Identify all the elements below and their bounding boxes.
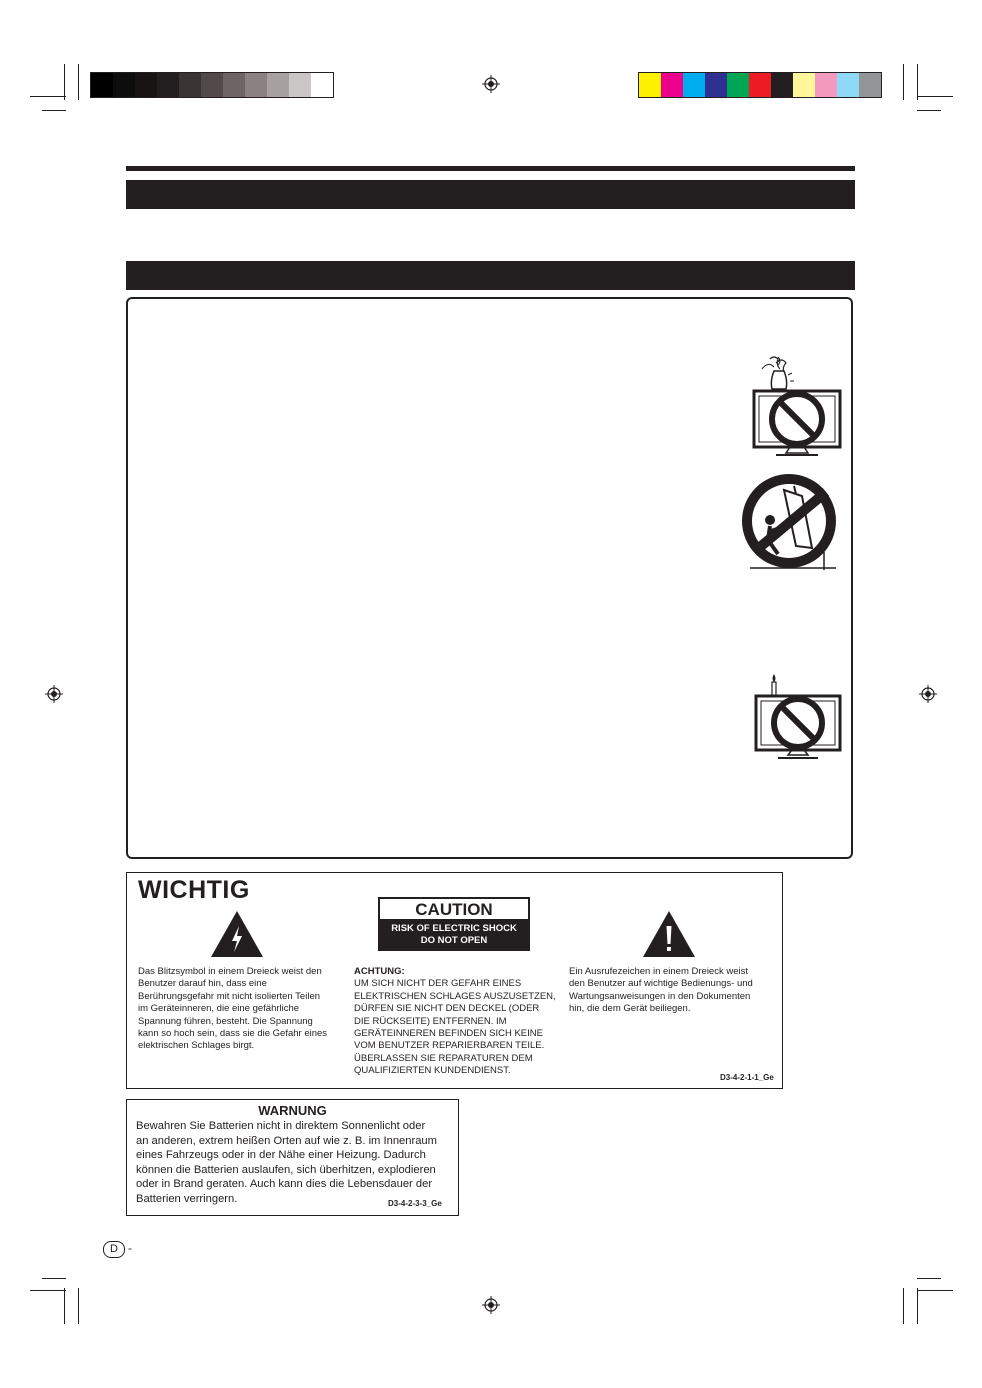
text-line: können die Batterien auslaufen, sich überhitzen, explodieren [136,1163,436,1176]
color-swatch [157,73,179,97]
color-swatch [705,73,727,97]
crop-mark [917,96,953,97]
text-line: elektrischen Schlages birgt. [138,1040,255,1052]
color-swatch [289,73,311,97]
section-title-bar [126,180,855,209]
lightning-explanation [138,966,343,1053]
grayscale-color-bar [90,72,334,98]
text-line: ELEKTRISCHEN SCHLAGES AUSZUSETZEN, [354,990,556,1002]
text-line: eines Fahrzeugs oder in der Nähe einer Heizung. Dadurch [136,1149,426,1162]
text-line: oder in Brand geraten. Auch kann dies die Lebensdauer der [136,1178,433,1191]
text-line: Wartungsanweisungen in den Dokumenten [569,990,751,1002]
crop-mark [78,64,79,100]
crop-mark [903,1288,904,1324]
text-line: hin, die dem Gerät beiliegen. [569,1003,691,1015]
crop-mark [903,64,904,100]
text-line: Berührungsgefahr mit nicht isolierten Teilen [138,990,321,1002]
text-line: QUALIFIZIERTEN KUNDENDIENST. [354,1065,511,1077]
page-language-badge: D [103,1241,125,1258]
text-line: DÜRFEN SIE NICHT DEN DECKEL (ODER [354,1003,540,1015]
exclamation-warning-icon [642,910,696,958]
crop-mark [42,1278,66,1279]
color-swatch [113,73,135,97]
color-swatch [91,73,113,97]
text-line: den Benutzer auf wichtige Bedienungs- und [569,978,753,990]
crop-mark [64,64,65,100]
crop-mark [917,1288,918,1324]
color-swatch [201,73,223,97]
top-rule [126,166,855,171]
text-line: Batterien verringern. [136,1192,238,1205]
document-code: D3-4-2-3-3_Ge [388,1199,442,1208]
caution-line: DO NOT OPEN [420,935,488,946]
color-swatch [245,73,267,97]
color-swatch [223,73,245,97]
text-line: Benutzer darauf hin, dass eine [138,978,267,990]
crop-mark [30,96,66,97]
text-line: kann so hoch sein, dass sie die Gefahr eines [138,1028,328,1040]
color-swatch [815,73,837,97]
text-line: DIE RÜCKSEITE) ENTFERNEN. IM [354,1015,507,1027]
crop-mark [30,1290,66,1291]
text-line: VOM BENUTZER REPARIERBAREN TEILE. [354,1040,545,1052]
no-cart-tipover-icon [740,472,840,576]
caution-title: CAUTION [380,899,528,919]
crop-mark [917,1290,953,1291]
achtung-heading: ACHTUNG: [354,966,405,977]
color-swatch [771,73,793,97]
caution-label [378,897,530,951]
no-open-flame-on-tv-icon [752,672,842,762]
text-line: Ein Ausrufezeichen in einem Dreieck weist [569,966,749,977]
wichtig-title: WICHTIG [138,876,250,904]
no-vase-on-tv-icon [748,355,842,459]
registration-mark-icon [45,685,63,703]
text-line: UM SICH NICHT DER GEFAHR EINES [354,978,522,990]
text-line: im Geräteinneren, die eine gefährliche [138,1003,300,1015]
text-line: Das Blitzsymbol in einem Dreieck weist den [138,966,322,977]
exclamation-explanation [569,966,774,1016]
color-swatch [727,73,749,97]
registration-mark-icon [482,75,500,93]
text-line: ÜBERLASSEN SIE REPARATUREN DEM [354,1052,533,1064]
safety-instructions-panel [126,297,853,859]
color-swatch [749,73,771,97]
text-line: GERÄTEINNEREN BEFINDEN SICH KEINE [354,1028,543,1040]
color-swatch [683,73,705,97]
registration-mark-icon [919,685,937,703]
crop-mark [42,110,66,111]
text-line: Bewahren Sie Batterien nicht in direktem Sonnenlicht oder [136,1120,426,1132]
warnung-text [136,1119,454,1207]
lightning-warning-icon [210,910,264,958]
color-swatch [267,73,289,97]
text-line: an anderen, extrem heißen Orten auf wie z. B. im Innenraum [136,1134,437,1147]
achtung-block [354,966,559,1078]
crop-mark [917,110,941,111]
color-swatch [859,73,881,97]
registration-mark-icon [482,1296,500,1314]
color-swatch [311,73,333,97]
color-swatch [661,73,683,97]
caution-line: RISK OF ELECTRIC SHOCK [391,923,517,934]
subsection-title-bar [126,261,855,290]
warnung-title: WARNUNG [258,1103,327,1118]
text-line: Spannung führen, besteht. Die Spannung [138,1015,313,1027]
color-swatch [639,73,661,97]
crop-mark [78,1288,79,1324]
page-number-dash: - [128,1241,132,1255]
crop-mark [917,1278,941,1279]
crop-mark [917,64,918,100]
crop-mark [64,1288,65,1324]
color-swatch [793,73,815,97]
color-swatch [135,73,157,97]
process-color-bar [638,72,882,98]
document-code: D3-4-2-1-1_Ge [720,1073,774,1082]
color-swatch [837,73,859,97]
color-swatch [179,73,201,97]
